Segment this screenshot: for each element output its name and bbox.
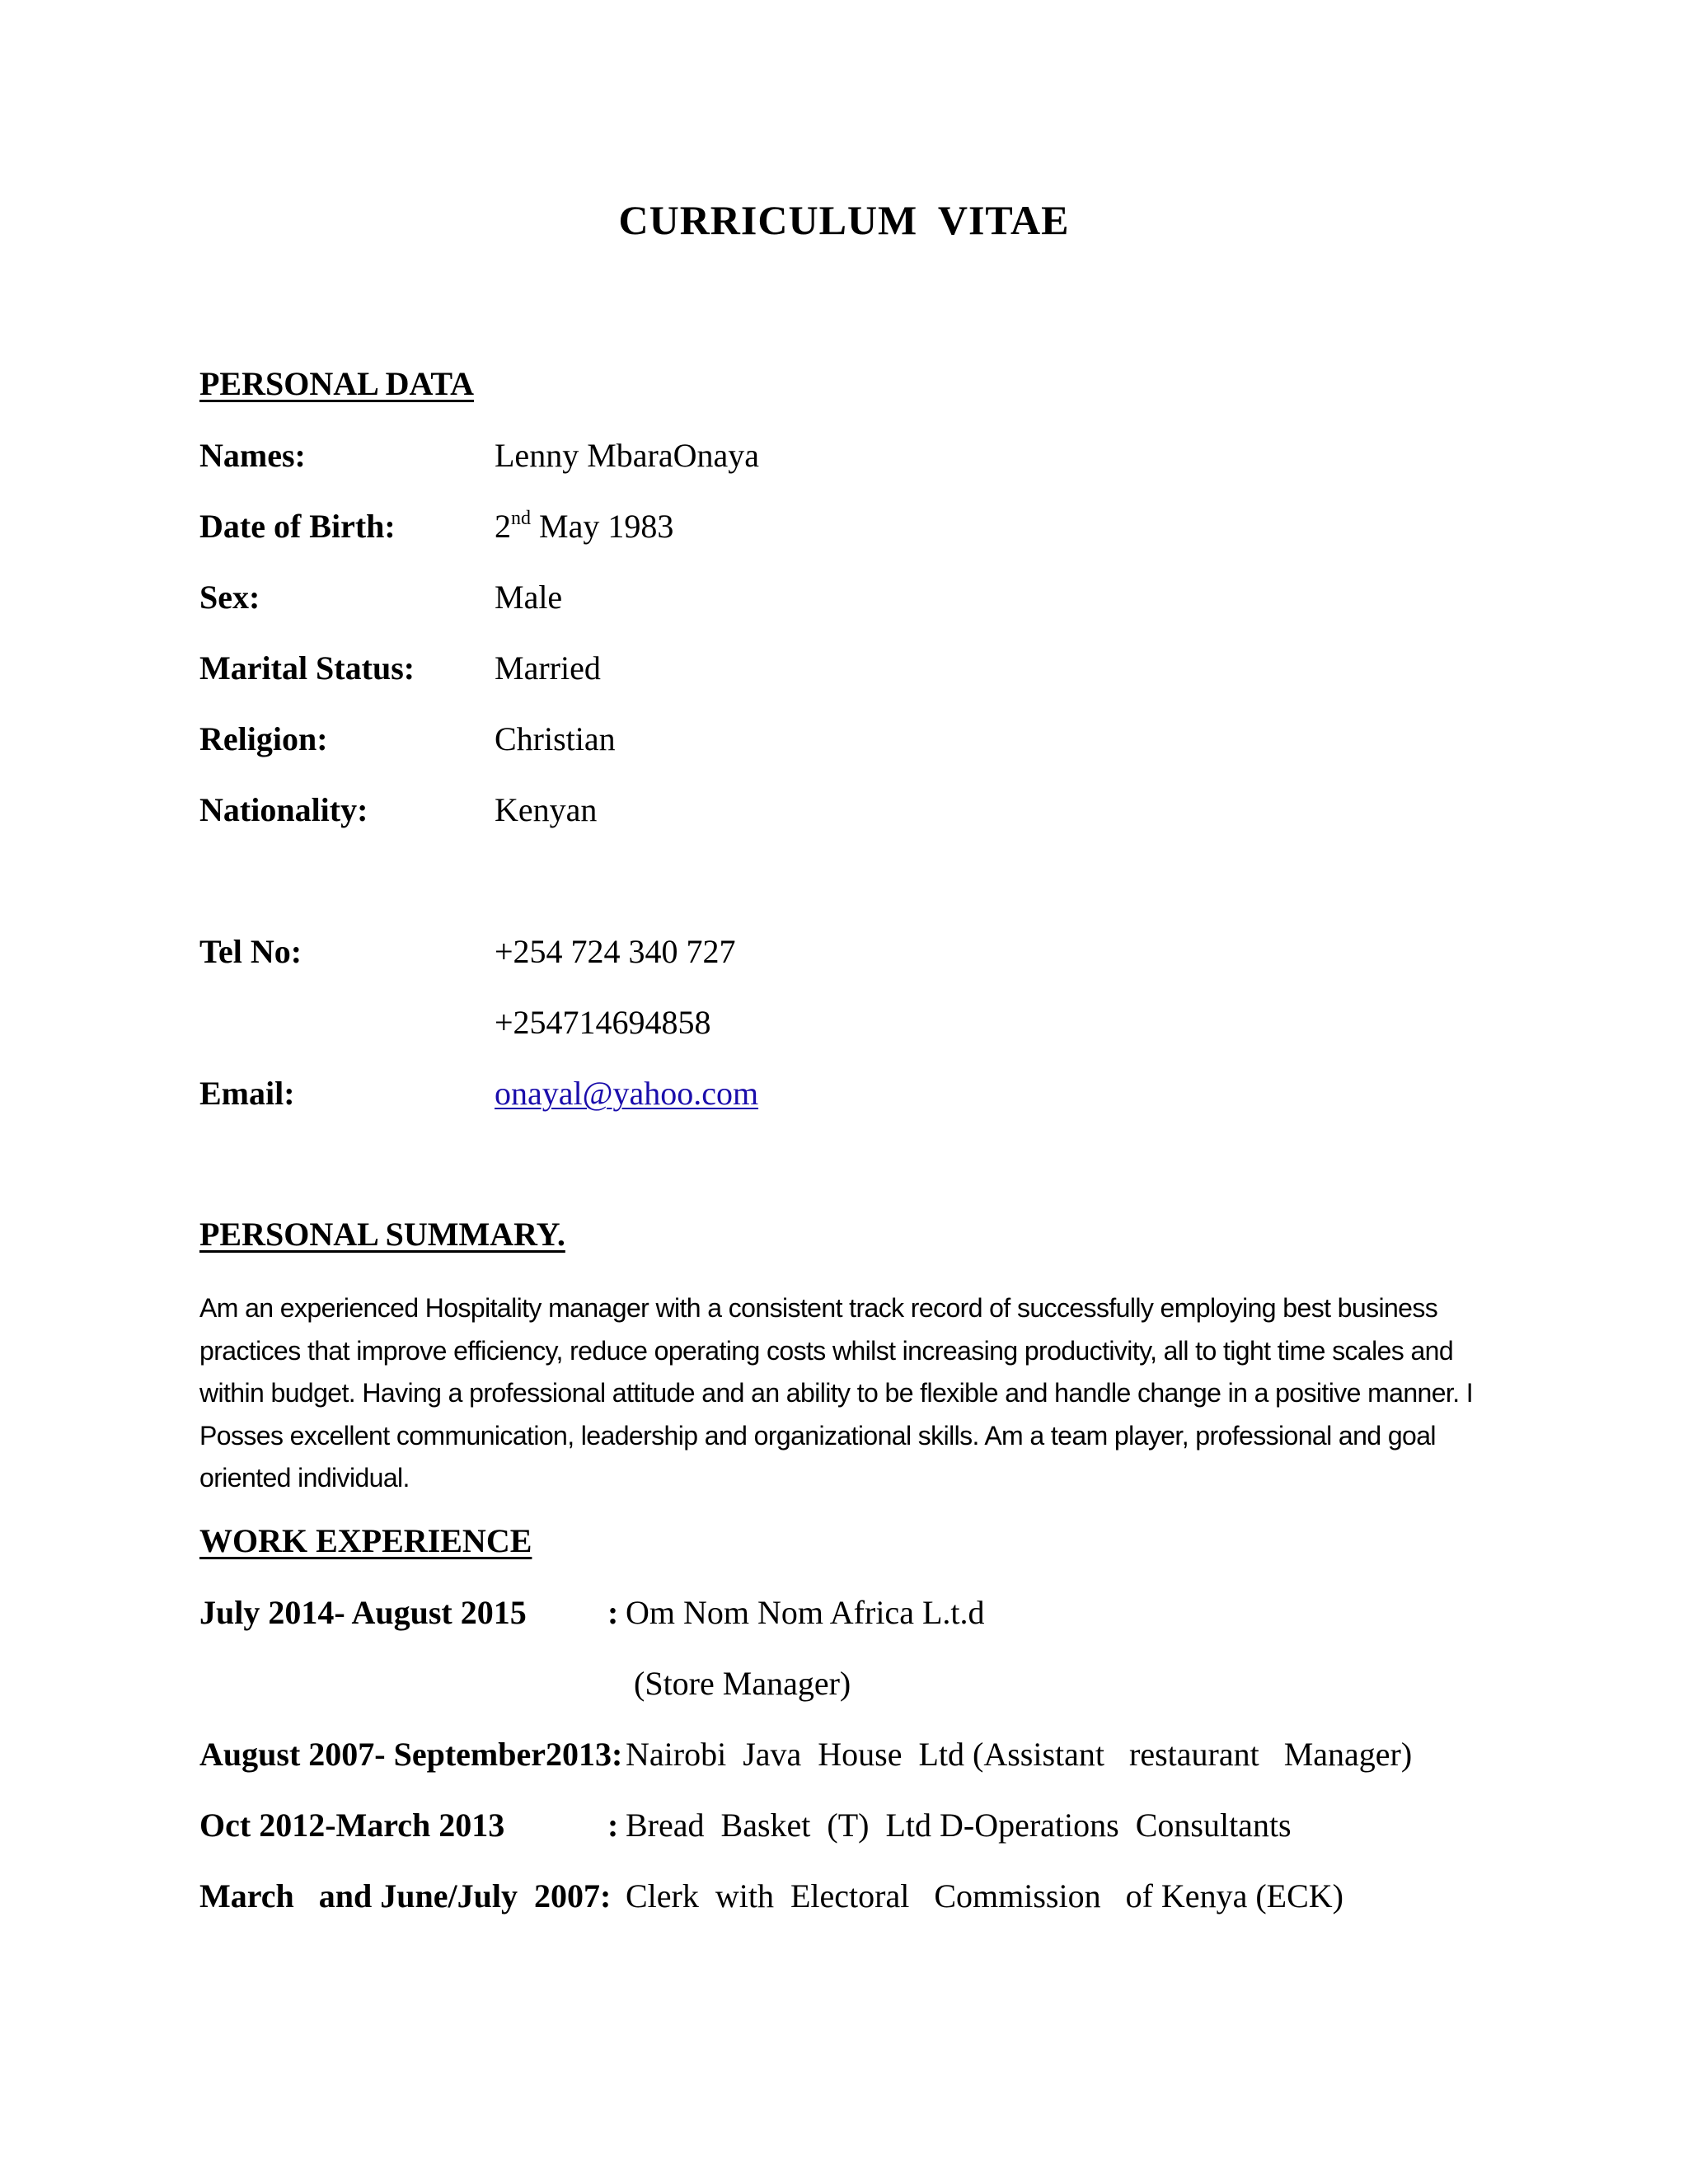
personal-summary-heading: PERSONAL SUMMARY. <box>199 1216 565 1253</box>
work-colon: : <box>607 1807 619 1844</box>
marital-label: Marital Status: <box>199 649 415 687</box>
work-org: Nairobi Java House Ltd (Assistant restaurant Manager) <box>626 1736 1413 1773</box>
dob-value <box>495 506 673 547</box>
nationality-value: Kenyan <box>495 791 598 828</box>
sex-value: Male <box>495 579 563 616</box>
work-role: (Store Manager) <box>634 1665 851 1702</box>
dob-label: Date of Birth: <box>199 508 396 545</box>
work-date: Oct 2012-March 2013 <box>199 1807 505 1844</box>
tel-value-2: +254714694858 <box>495 1004 711 1041</box>
work-experience-heading: WORK EXPERIENCE <box>199 1522 532 1559</box>
names-label: Names: <box>199 437 306 474</box>
tel-label: Tel No: <box>199 933 302 970</box>
tel-value-1: +254 724 340 727 <box>495 933 736 970</box>
work-date: August 2007- September2013: <box>199 1736 623 1773</box>
personal-summary-text: Am an experienced Hospitality manager with a consistent track record of successfully employing best business practices that improve efficiency, reduce operating costs whilst increasing productivity, all to tight time scales and within budget. Having a professional attitude and an ability to be flexible and handle change in a positive manner. I Posses excellent communication, leadership and organizational skills. Am a team player, professional and goal oriented individual. <box>199 1293 1474 1493</box>
work-date: March and June/July 2007: <box>199 1877 612 1915</box>
email-link[interactable]: onayal@yahoo.com <box>495 1075 759 1112</box>
work-date: July 2014- August 2015 <box>199 1594 527 1631</box>
dob-suffix: nd <box>511 508 531 529</box>
work-org: Bread Basket (T) Ltd D-Operations Consultants <box>626 1807 1292 1844</box>
personal-data-heading: PERSONAL DATA <box>199 365 475 402</box>
work-org: Om Nom Nom Africa L.t.d <box>626 1594 985 1631</box>
nationality-label: Nationality: <box>199 791 368 828</box>
work-colon: : <box>607 1594 619 1631</box>
document-title: CURRICULUM VITAE <box>618 197 1070 243</box>
religion-label: Religion: <box>199 720 328 757</box>
email-label: Email: <box>199 1075 295 1112</box>
dob-rest: May 1983 <box>531 508 674 545</box>
marital-value: Married <box>495 649 601 687</box>
sex-label: Sex: <box>199 579 260 616</box>
work-org: Clerk with Electoral Commission of Kenya (ECK) <box>626 1877 1343 1915</box>
names-value: Lenny MbaraOnaya <box>495 437 759 474</box>
religion-value: Christian <box>495 720 616 757</box>
dob-day: 2 <box>495 508 511 545</box>
